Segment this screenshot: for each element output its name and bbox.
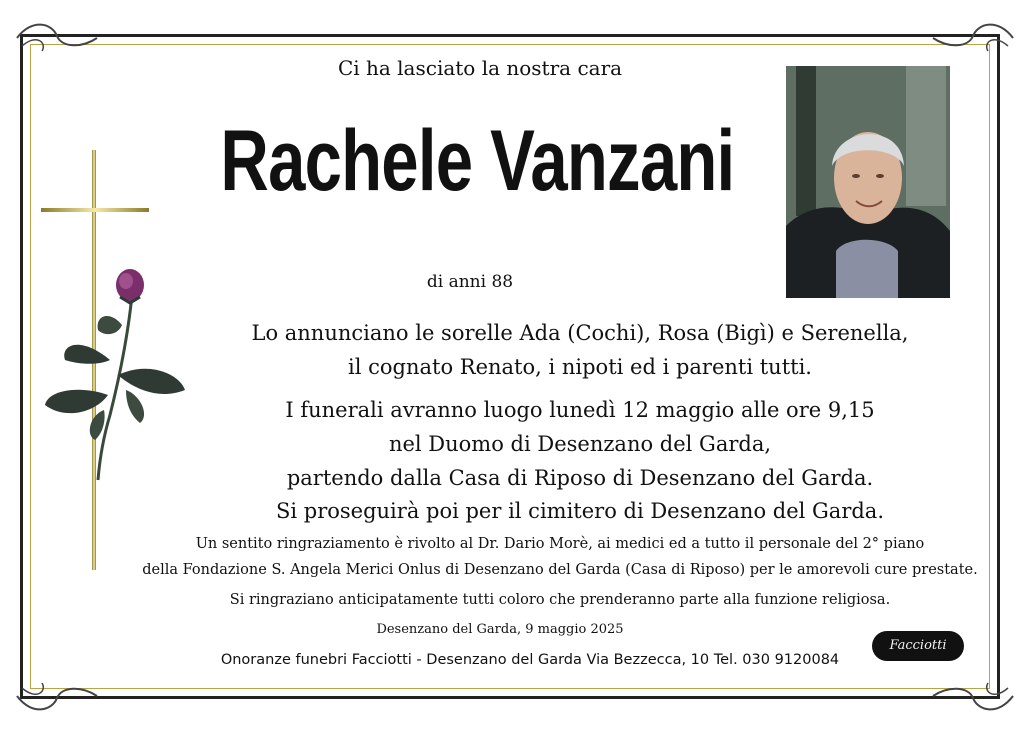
corner-ornament-icon [928, 18, 1018, 58]
funeral-home-info: Onoranze funebri Facciotti - Desenzano del Garda Via Bezzecca, 10 Tel. 030 9120084 [220, 652, 840, 668]
funeral-home-logo: Facciotti [872, 631, 964, 661]
announcement-line: il cognato Renato, i nipoti ed i parenti tutti. [348, 355, 812, 379]
funeral-line: I funerali avranno luogo lunedì 12 maggio alle ore 9,15 [285, 398, 875, 422]
advance-thanks: Si ringraziano anticipatamente tutti coloro che prenderanno parte alla funzione religiosa. [229, 592, 891, 608]
thanks-line: Un sentito ringraziamento è rivolto al Dr. Dario Morè, ai medici ed a tutto il personale del 2° piano [195, 536, 925, 552]
funeral-line: Si proseguirà poi per il cimitero di Desenzano del Garda. [275, 499, 884, 523]
portrait-photo [786, 66, 950, 298]
funeral-line: nel Duomo di Desenzano del Garda, [388, 432, 772, 456]
corner-ornament-icon [12, 18, 102, 58]
corner-ornament-icon [12, 676, 102, 716]
funeral-line: partendo dalla Casa di Riposo di Desenzano del Garda. [286, 466, 874, 490]
place-date: Desenzano del Garda, 9 maggio 2025 [376, 622, 624, 637]
announcement-line: Lo annunciano le sorelle Ada (Cochi), Rosa (Bigì) e Serenella, [251, 321, 909, 345]
thanks-line: della Fondazione S. Angela Merici Onlus di Desenzano del Garda (Casa di Riposo) per le amorevoli cure prestate. [142, 562, 978, 578]
corner-ornament-icon [928, 676, 1018, 716]
rose-icon [40, 265, 190, 485]
deceased-name: Rachele Vanzani [220, 113, 735, 209]
intro-text: Ci ha lasciato la nostra cara [337, 56, 623, 80]
age-text: di anni 88 [426, 272, 514, 292]
